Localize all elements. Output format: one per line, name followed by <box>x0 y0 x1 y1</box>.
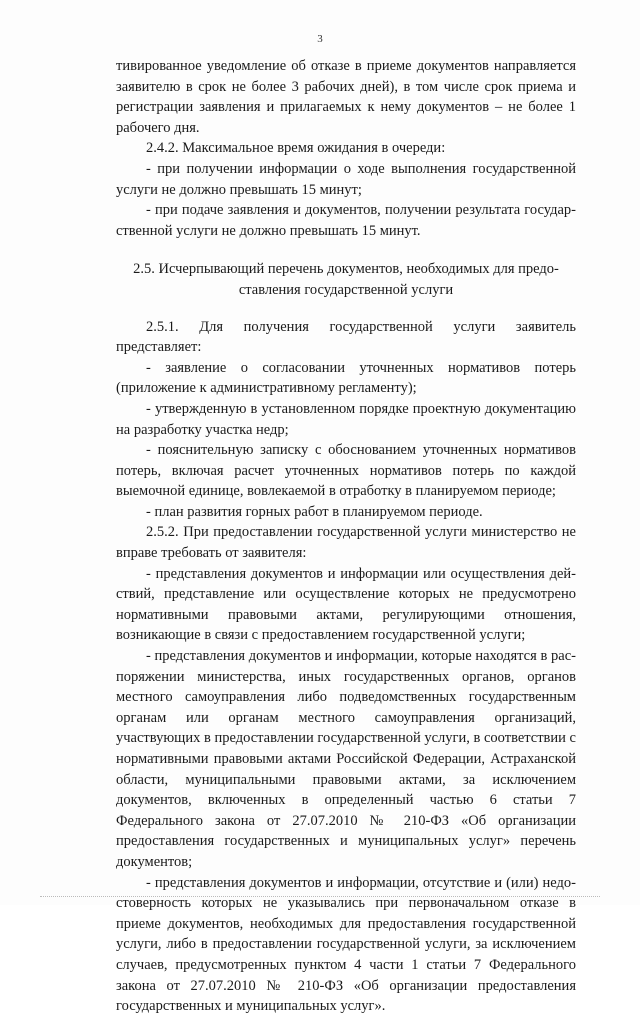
list-item-project-docs: - утвержденную в установленном порядке проектную документацию на разработку участка недр; <box>116 400 576 438</box>
page-number: 3 <box>317 33 323 45</box>
paragraph-queue-submission: - при подаче заявления и документов, получении результата государственной услуги не должно превышать 15 минут. <box>116 202 576 239</box>
section-heading: 2.5. Исчерпывающий перечень документов, необходимых для предоставления государственной услуги <box>133 261 559 298</box>
list-item-application: - заявление о согласовании уточненных нормативов потерь (приложение к административному регламенту); <box>116 359 576 397</box>
list-item-prohibition-missing-docs: - представления документов и информации, отсутствие и (или) недостоверность которых не указывались при первоначальном отказе в приеме документов, необходимых для предоставления государственной услуги, либо в предоставлении государственной услуги, за исключением случаев, предусмотренных пунктом 4 части 1 статьи 7 Федерального закона от 27.07.2010 № 210-ФЗ «Об организации предоставления государственных и муниципальных услуг». <box>116 874 576 1015</box>
list-item-prohibition-held-docs: - представления документов и информации, которые находятся в распоряжении министерства, иных государственных органов, органов местного самоуправления либо подведомственных государственным органам или органам местного самоуправления организаций, участвующих в предоставлении государственной услуги, в соответствии с нормативными правовыми актами Российской Федерации, Астраханской области, муниципальными правовыми актами, за исключением документов, включенных в определенный частью 6 статьи 7 Федерального закона от 27.07.2010 № 210-ФЗ «Об организации предоставления государственных и муниципальных услуг» перечень документов; <box>116 648 576 870</box>
document-body <box>116 56 576 1017</box>
list-item-explanatory-note: - пояснительную записку с обоснованием уточненных нормативов потерь, включая расчет уточненных нормативов потерь по каждой выемочной единице, вовлекаемой в отработку в планируемом периоде; <box>116 442 576 500</box>
paragraph-queue-info: - при получении информации о ходе выполнения государственной услуги не должно превышать 15 минут; <box>116 160 576 198</box>
paragraph-documents-intro: 2.5.1. Для получения государственной услуги заявитель представляет: <box>116 318 576 356</box>
list-item-mining-plan: - план развития горных работ в планируемом периоде. <box>146 503 483 520</box>
paragraph-continuation: тивированное уведомление об отказе в приеме документов направляется заявителю в срок не более 3 рабочих дней), в том числе срок приема и регистрации заявления и прилагаемых к нему документов – не более 1 рабочего дня. <box>116 58 576 136</box>
paragraph-queue-time: 2.4.2. Максимальное время ожидания в очереди: <box>146 140 446 157</box>
paragraph-prohibitions-intro: 2.5.2. При предоставлении государственной услуги министерство не вправе требовать от заявителя: <box>116 524 576 562</box>
scan-edge-line <box>40 896 600 897</box>
list-item-prohibition-actions: - представления документов и информации или осуществления действий, представление или осуществление которых не предусмотрено нормативными правовыми актами, регулирующими отношения, возникающие в связи с предоставлением государственной услуги; <box>116 565 576 644</box>
